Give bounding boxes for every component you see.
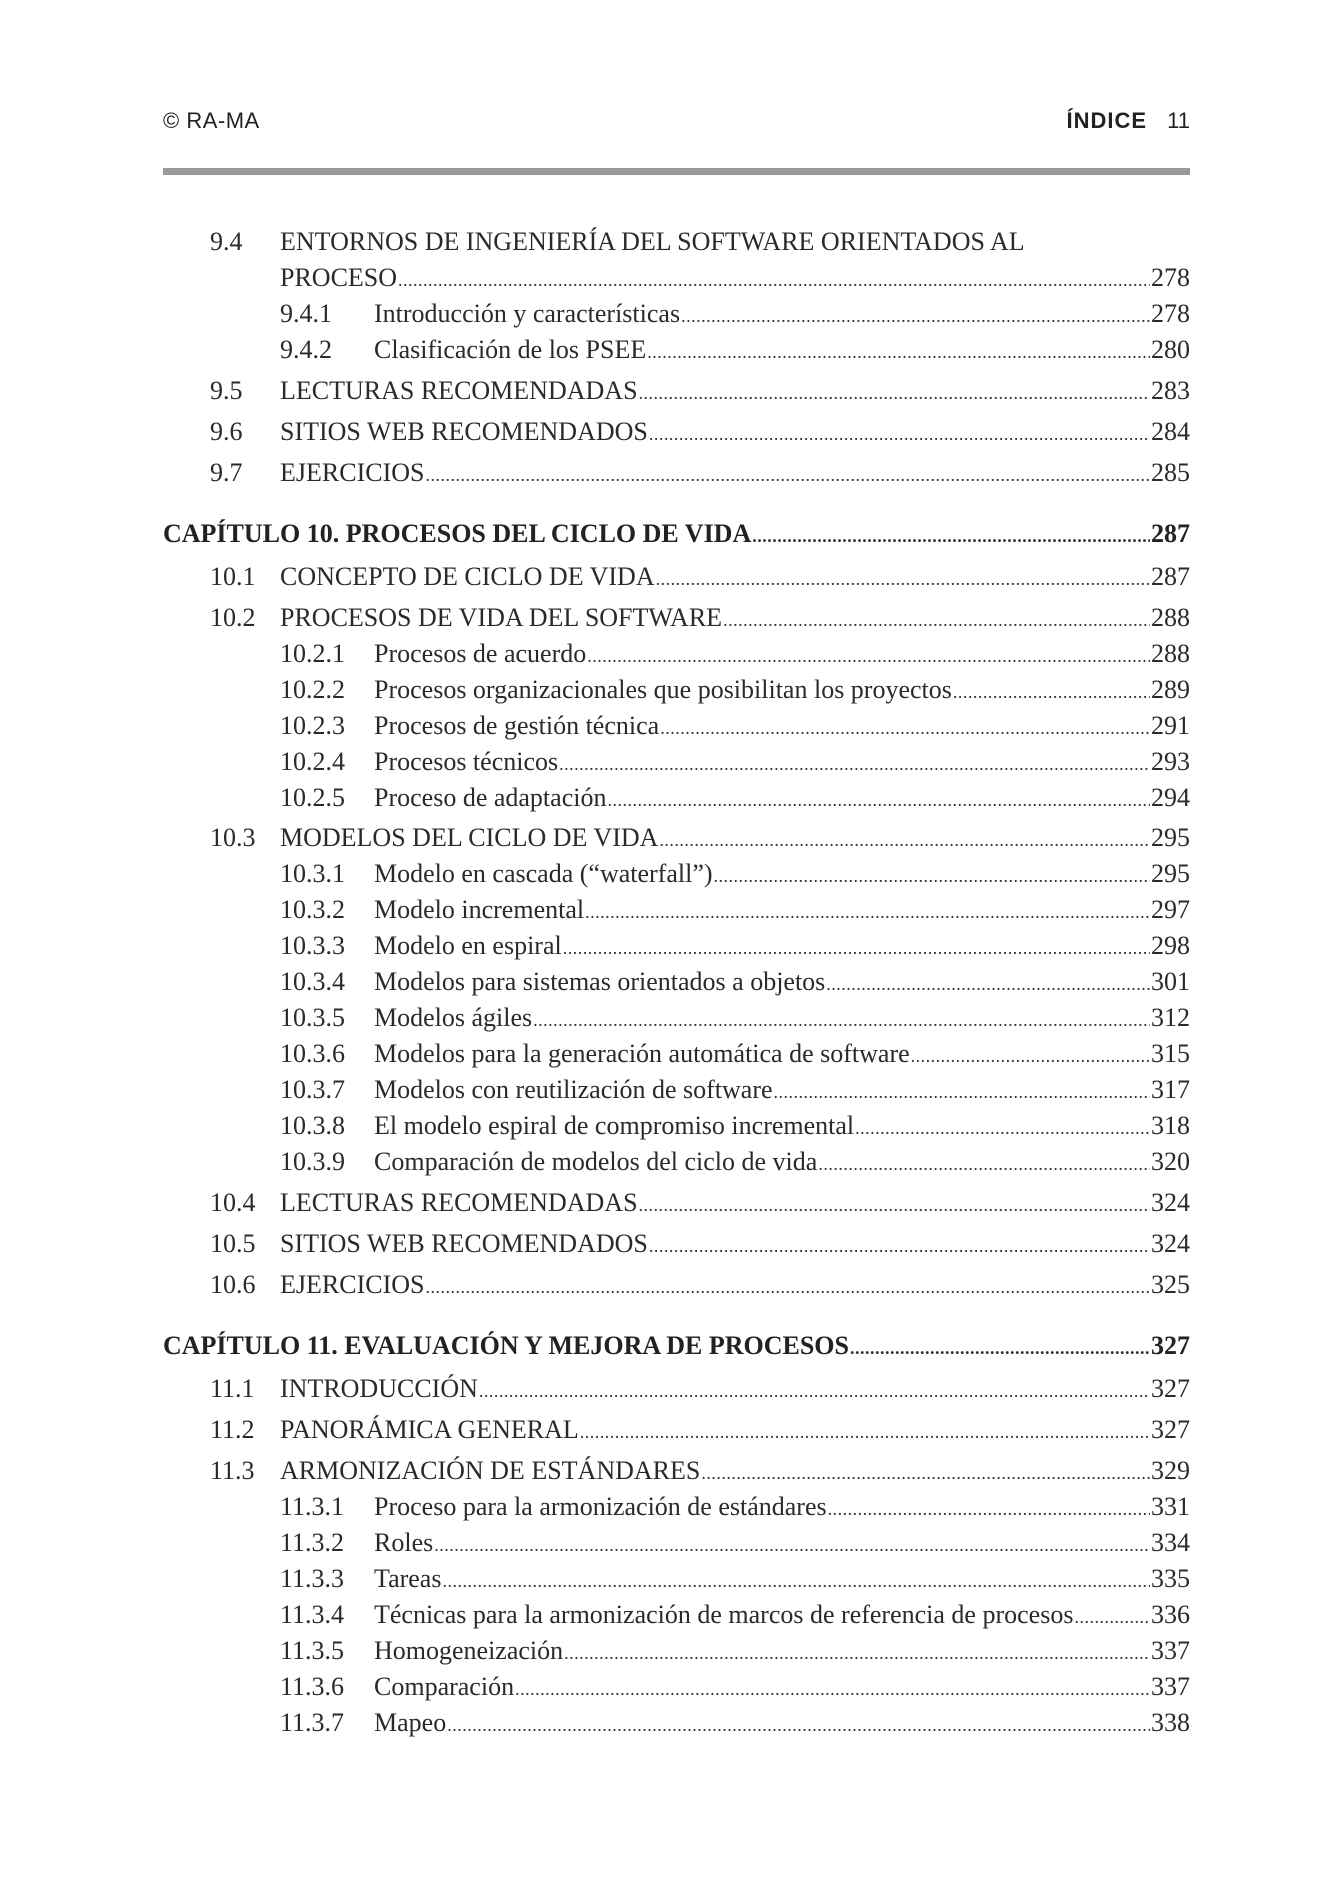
entry-number: 9.4.2 [280, 335, 332, 364]
entry-page: 289 [1151, 675, 1190, 704]
entry-page: 284 [1151, 417, 1190, 446]
toc-entry-11-1 [210, 1372, 1190, 1408]
entry-page: 280 [1151, 335, 1190, 364]
toc-entry-10-1 [210, 560, 1190, 596]
dot-leader [398, 263, 1150, 297]
dot-leader [533, 1003, 1150, 1037]
entry-page: 278 [1151, 263, 1190, 292]
entry-page: 295 [1151, 823, 1190, 852]
toc-entry-11-2 [210, 1413, 1190, 1449]
dot-leader [1074, 1600, 1150, 1634]
entry-title: SITIOS WEB RECOMENDADOS [280, 417, 648, 446]
entry-page: 325 [1151, 1270, 1190, 1299]
entry-page: 291 [1151, 711, 1190, 740]
dot-leader [587, 639, 1150, 673]
dot-leader [564, 1636, 1150, 1670]
entry-title: Modelos ágiles [374, 1003, 533, 1032]
entry-title: Modelo en espiral [374, 931, 562, 960]
entry-number: 10.3.2 [280, 895, 345, 924]
entry-number: 11.3.2 [280, 1528, 345, 1557]
entry-page: 329 [1151, 1456, 1190, 1485]
entry-title: INTRODUCCIÓN [280, 1374, 478, 1403]
dot-leader [479, 1374, 1150, 1408]
entry-title: LECTURAS RECOMENDADAS [280, 1188, 638, 1217]
toc-entry-10-6 [210, 1268, 1190, 1304]
entry-number: 11.3.7 [280, 1708, 345, 1737]
header-rule [163, 168, 1190, 175]
entry-number: 11.3.5 [280, 1636, 345, 1665]
dot-leader [563, 931, 1150, 965]
dot-leader [580, 1415, 1150, 1449]
entry-number: 10.2.4 [280, 747, 345, 776]
dot-leader [701, 1456, 1150, 1490]
entry-title: Modelo incremental [374, 895, 585, 924]
entry-title: Modelo en cascada (“waterfall”) [374, 859, 713, 888]
entry-page: 338 [1151, 1708, 1190, 1737]
dot-leader [855, 1111, 1150, 1145]
dot-leader [818, 1147, 1150, 1181]
entry-page: 336 [1151, 1600, 1190, 1629]
entry-title: SITIOS WEB RECOMENDADOS [280, 1229, 648, 1258]
entry-title: Procesos organizacionales que posibilitan los proyectos [374, 675, 952, 704]
entry-title: Procesos técnicos [374, 747, 559, 776]
page-number: 11 [1167, 108, 1190, 133]
entry-title: Clasificación de los PSEE [374, 335, 647, 364]
entry-page: 334 [1151, 1528, 1190, 1557]
entry-title: Modelos para la generación automática de software [374, 1039, 910, 1068]
dot-leader [425, 1270, 1150, 1304]
running-header [163, 108, 1190, 148]
entry-number: 10.4 [210, 1188, 256, 1217]
toc-entry-10-4 [210, 1186, 1190, 1222]
dot-leader [656, 562, 1150, 596]
toc-entry-10-3 [210, 821, 1190, 857]
entry-page: 327 [1151, 1331, 1190, 1360]
entry-number: 10.3.3 [280, 931, 345, 960]
entry-title: Homogeneización [374, 1636, 564, 1665]
entry-number: 11.3.6 [280, 1672, 345, 1701]
dot-leader [425, 458, 1150, 492]
entry-number: 11.3 [210, 1456, 255, 1485]
entry-number: 9.4.1 [280, 299, 332, 328]
publisher-mark: © RA-MA [163, 108, 260, 133]
toc-chapter-11 [163, 1329, 1190, 1365]
dot-leader [911, 1039, 1150, 1073]
entry-page: 288 [1151, 603, 1190, 632]
entry-title: Proceso de adaptación [374, 783, 607, 812]
entry-page: 295 [1151, 859, 1190, 888]
entry-number: 9.5 [210, 376, 243, 405]
entry-title: EJERCICIOS [280, 1270, 425, 1299]
entry-title: Tareas [374, 1564, 442, 1593]
entry-page: 331 [1151, 1492, 1190, 1521]
entry-page: 287 [1151, 562, 1190, 591]
entry-page: 315 [1151, 1039, 1190, 1068]
dot-leader [660, 711, 1150, 745]
entry-number: 11.3.3 [280, 1564, 345, 1593]
entry-number: 11.1 [210, 1374, 255, 1403]
toc-chapter-10 [163, 517, 1190, 553]
entry-page: 294 [1151, 783, 1190, 812]
chapter-title: CAPÍTULO 11. EVALUACIÓN Y MEJORA DE PROCESOS [163, 1331, 849, 1360]
entry-page: 317 [1151, 1075, 1190, 1104]
dot-leader [752, 519, 1150, 553]
entry-title: Proceso para la armonización de estándares [374, 1492, 827, 1521]
toc-entry-10-3-6 [280, 1037, 1190, 1073]
toc-entry-10-3-3 [280, 929, 1190, 965]
entry-title: Modelos con reutilización de software [374, 1075, 773, 1104]
toc-entry-11-3-3 [280, 1562, 1190, 1598]
entry-number: 10.2 [210, 603, 256, 632]
entry-page: 335 [1151, 1564, 1190, 1593]
entry-number: 10.3.4 [280, 967, 345, 996]
entry-number: 11.3.4 [280, 1600, 345, 1629]
entry-page: 293 [1151, 747, 1190, 776]
entry-number: 10.6 [210, 1270, 256, 1299]
dot-leader [585, 895, 1150, 929]
entry-title: PROCESO [280, 263, 398, 292]
entry-number: 10.2.5 [280, 783, 345, 812]
entry-page: 283 [1151, 376, 1190, 405]
entry-title: Comparación [374, 1672, 515, 1701]
toc-entry-9-4-1 [280, 297, 1190, 333]
toc-entry-10-2-5 [280, 781, 1190, 817]
dot-leader [515, 1672, 1150, 1706]
entry-title: PANORÁMICA GENERAL [280, 1415, 579, 1444]
dot-leader [607, 783, 1150, 817]
entry-number: 10.3.5 [280, 1003, 345, 1032]
entry-title: Comparación de modelos del ciclo de vida [374, 1147, 818, 1176]
toc-entry-9-4 [210, 225, 1190, 259]
dot-leader [639, 376, 1150, 410]
toc-entry-10-3-8 [280, 1109, 1190, 1145]
entry-number: 10.2.3 [280, 711, 345, 740]
entry-number: 10.3 [210, 823, 256, 852]
entry-title: ARMONIZACIÓN DE ESTÁNDARES [280, 1456, 701, 1485]
entry-number: 9.7 [210, 458, 243, 487]
toc-entry-11-3-2 [280, 1526, 1190, 1562]
dot-leader [953, 675, 1150, 709]
toc-entry-10-3-4 [280, 965, 1190, 1001]
dot-leader [649, 417, 1150, 451]
entry-number: 10.3.9 [280, 1147, 345, 1176]
toc-entry-10-2-3 [280, 709, 1190, 745]
dot-leader [447, 1708, 1150, 1742]
toc-entry-11-3-6 [280, 1670, 1190, 1706]
dot-leader [828, 1492, 1150, 1526]
toc-entry-11-3-4 [280, 1598, 1190, 1634]
dot-leader [774, 1075, 1150, 1109]
toc-entry-10-2-2 [280, 673, 1190, 709]
entry-title: Roles [374, 1528, 434, 1557]
dot-leader [442, 1564, 1150, 1598]
toc-entry-11-3 [210, 1454, 1190, 1490]
entry-title: LECTURAS RECOMENDADAS [280, 376, 638, 405]
entry-title: EJERCICIOS [280, 458, 425, 487]
entry-number: 10.3.1 [280, 859, 345, 888]
entry-title: Técnicas para la armonización de marcos de referencia de procesos [374, 1600, 1074, 1629]
entry-page: 312 [1151, 1003, 1190, 1032]
entry-title: El modelo espiral de compromiso incremental [374, 1111, 855, 1140]
toc-entry-9-5 [210, 374, 1190, 410]
toc-entry-9-4-2 [280, 333, 1190, 369]
dot-leader [826, 967, 1150, 1001]
dot-leader [434, 1528, 1150, 1562]
entry-number: 10.3.8 [280, 1111, 345, 1140]
toc-entry-9-4-cont [280, 261, 1190, 297]
entry-page: 288 [1151, 639, 1190, 668]
dot-leader [659, 823, 1150, 857]
toc-entry-11-3-5 [280, 1634, 1190, 1670]
entry-page: 337 [1151, 1636, 1190, 1665]
toc-entry-11-3-7 [280, 1706, 1190, 1742]
toc-entry-10-3-9 [280, 1145, 1190, 1181]
entry-page: 324 [1151, 1229, 1190, 1258]
toc-entry-10-2-4 [280, 745, 1190, 781]
entry-number: 10.1 [210, 562, 256, 591]
toc-entry-9-7 [210, 456, 1190, 492]
dot-leader [714, 859, 1150, 893]
toc-entry-10-3-7 [280, 1073, 1190, 1109]
toc-entry-10-5 [210, 1227, 1190, 1263]
entry-page: 287 [1151, 519, 1190, 548]
entry-title: CONCEPTO DE CICLO DE VIDA [280, 562, 655, 591]
entry-number: 10.2.1 [280, 639, 345, 668]
entry-number: 10.3.6 [280, 1039, 345, 1068]
chapter-title: CAPÍTULO 10. PROCESOS DEL CICLO DE VIDA [163, 519, 752, 548]
toc-entry-11-3-1 [280, 1490, 1190, 1526]
entry-number: 9.4 [210, 227, 243, 256]
toc-entry-10-2 [210, 601, 1190, 637]
entry-number: 10.3.7 [280, 1075, 345, 1104]
entry-page: 327 [1151, 1415, 1190, 1444]
toc-entry-9-6 [210, 415, 1190, 451]
entry-page: 320 [1151, 1147, 1190, 1176]
entry-number: 10.2.2 [280, 675, 345, 704]
dot-leader [647, 335, 1150, 369]
entry-title: Introducción y características [374, 299, 681, 328]
entry-page: 297 [1151, 895, 1190, 924]
dot-leader [639, 1188, 1150, 1222]
toc-entry-10-3-1 [280, 857, 1190, 893]
entry-page: 324 [1151, 1188, 1190, 1217]
toc-entry-10-3-5 [280, 1001, 1190, 1037]
entry-page: 285 [1151, 458, 1190, 487]
entry-title: MODELOS DEL CICLO DE VIDA [280, 823, 659, 852]
dot-leader [850, 1331, 1150, 1365]
entry-page: 301 [1151, 967, 1190, 996]
entry-page: 278 [1151, 299, 1190, 328]
entry-page: 318 [1151, 1111, 1190, 1140]
entry-title: Mapeo [374, 1708, 447, 1737]
entry-page: 327 [1151, 1374, 1190, 1403]
entry-title: Procesos de gestión técnica [374, 711, 660, 740]
entry-number: 10.5 [210, 1229, 256, 1258]
entry-number: 11.3.1 [280, 1492, 345, 1521]
toc-entry-10-2-1 [280, 637, 1190, 673]
entry-title: Modelos para sistemas orientados a objetos [374, 967, 826, 996]
toc-entry-10-3-2 [280, 893, 1190, 929]
entry-number: 9.6 [210, 417, 243, 446]
dot-leader [559, 747, 1150, 781]
entry-title: Procesos de acuerdo [374, 639, 587, 668]
entry-title: PROCESOS DE VIDA DEL SOFTWARE [280, 603, 723, 632]
entry-number: 11.2 [210, 1415, 255, 1444]
entry-page: 337 [1151, 1672, 1190, 1701]
entry-page: 298 [1151, 931, 1190, 960]
section-title: ÍNDICE [1066, 108, 1148, 133]
dot-leader [649, 1229, 1150, 1263]
dot-leader [681, 299, 1150, 333]
header-right [1066, 108, 1190, 134]
dot-leader [723, 603, 1150, 637]
entry-title: ENTORNOS DE INGENIERÍA DEL SOFTWARE ORIENTADOS AL [280, 227, 1025, 256]
